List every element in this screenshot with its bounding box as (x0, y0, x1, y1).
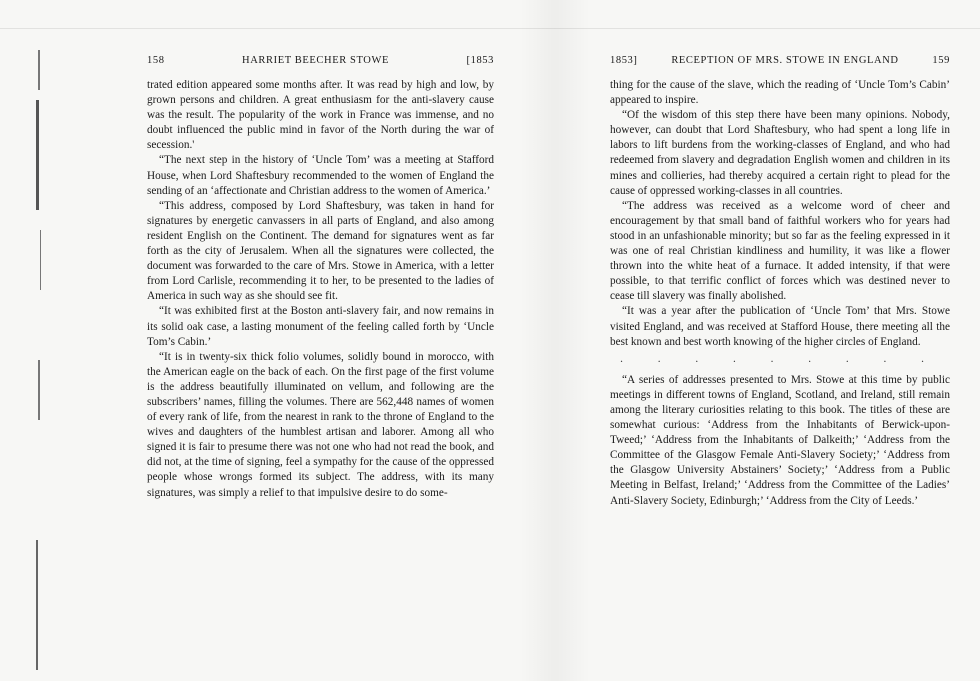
paragraph: “This address, composed by Lord Shaftesbury, was taken in hand for signatures by energetic canvassers in all parts of England, and also among resident English on the Continent. The demand for signatures went as far forth as the city of Jerusalem. When all the signatures were collected, the document was forwarded to the care of Mrs. Stowe in America, with a letter from Lord Carlisle, recommending it to her, to be presented to the ladies of America in such way as she should see fit. (147, 199, 494, 303)
left-body-text (147, 78, 494, 501)
right-year-marker: 1853] (610, 55, 638, 66)
left-margin-scan-marks (0, 40, 60, 640)
paragraph: “The address was received as a welcome word of cheer and encouragement by that small band of faithful workers who for years had stood in an unfashionable minority; but so far as the feeling expressed in it was one of real Christian kindliness and humility, it was like a flower thrown into the white heat of a furnace. It added intensity, if that were possible, to that terrific conflict of forces which was destined never to cease till slavery was finally abolished. (610, 199, 950, 303)
right-running-head (610, 55, 950, 66)
omission-ellipsis: . . . . . . . . . (620, 352, 940, 365)
paragraph: trated edition appeared some months after. It was read by high and low, by grown persons and children. A great enthusiasm for the anti-slavery cause was the result. The popularity of the work in France was immense, and no doubt influenced the public mind in favor of the North during the war of secession.' (147, 79, 494, 152)
right-body-text (610, 78, 950, 509)
paragraph: “The next step in the history of ‘Uncle Tom’ was a meeting at Stafford House, when Lord Shaftesbury recommended to the women of England the sending of an ‘affectionate and Christian address to the women of America.’ (147, 154, 494, 197)
paragraph: thing for the cause of the slave, which the reading of ‘Uncle Tom’s Cabin’ appeared to inspire. (610, 79, 950, 107)
paragraph: “Of the wisdom of this step there have been many opinions. Nobody, however, can doubt that Lord Shaftesbury, who had spent a long life in labors to lift burdens from the working-classes of England, and who had redeemed from slavery and degradation English women and children in its mines and collieries, had thereby acquired a certain right to plead for the cause of oppressed working-classes in all countries. (610, 109, 950, 197)
left-running-head (147, 55, 494, 66)
left-year-marker: [1853 (466, 55, 494, 66)
right-page-number: 159 (932, 55, 950, 66)
left-page-number: 158 (147, 55, 165, 66)
paragraph: “A series of addresses presented to Mrs. Stowe at this time by public meetings in different towns of England, Scotland, and Ireland, still remain among the literary curiosities relating to this book. The titles of these are somewhat curious: ‘Address from the Inhabitants of Berwick-upon-Tweed;’ ‘Address from the Inhabitants of Dalkeith;’ ‘Address from the Committee of the Glasgow Female Anti-Slavery Society;’ ‘Address from the Glasgow University Abstainers’ Society;’ ‘Address from a Public Meeting in Belfast, Ireland;’ ‘Address from the Committee of the Ladies’ Anti-Slavery Society, Edinburgh;’ ‘Address from the City of Leeds.’ (610, 373, 950, 507)
paragraph: “It was a year after the publication of ‘Uncle Tom’ that Mrs. Stowe visited England, and was received at Stafford House, there meeting all the best known and best worth knowing of the higher circles of England. (610, 305, 950, 348)
right-page (610, 55, 950, 509)
paragraph: “It was exhibited first at the Boston anti-slavery fair, and now remains in its solid oak case, a lasting monument of the feeling called forth by ‘Uncle Tom’s Cabin.’ (147, 305, 494, 348)
left-running-title: HARRIET BEECHER STOWE (242, 55, 390, 66)
page-top-edge (0, 28, 980, 29)
right-running-title: RECEPTION OF MRS. STOWE IN ENGLAND (671, 55, 899, 66)
book-spine-shadow (520, 0, 590, 681)
left-page (147, 55, 494, 501)
paragraph: “It is in twenty-six thick folio volumes, solidly bound in morocco, with the American eagle on the back of each. On the first page of the first volume is the address beautifully illuminated on vellum, and following are the subscribers’ names, filling the volumes. There are 562,448 names of women of every rank of life, from the nearest in rank to the throne of England to the wives and daughters of the humblest artisan and laborer. Among all who signed it is fair to presume there was not one who had not read the book, and did not, at the time of signing, feel a sympathy for the cause of the oppressed people whose wrongs formed its subject. The address, with its many signatures, was simply a relief to that impulsive desire to do some- (147, 350, 494, 499)
